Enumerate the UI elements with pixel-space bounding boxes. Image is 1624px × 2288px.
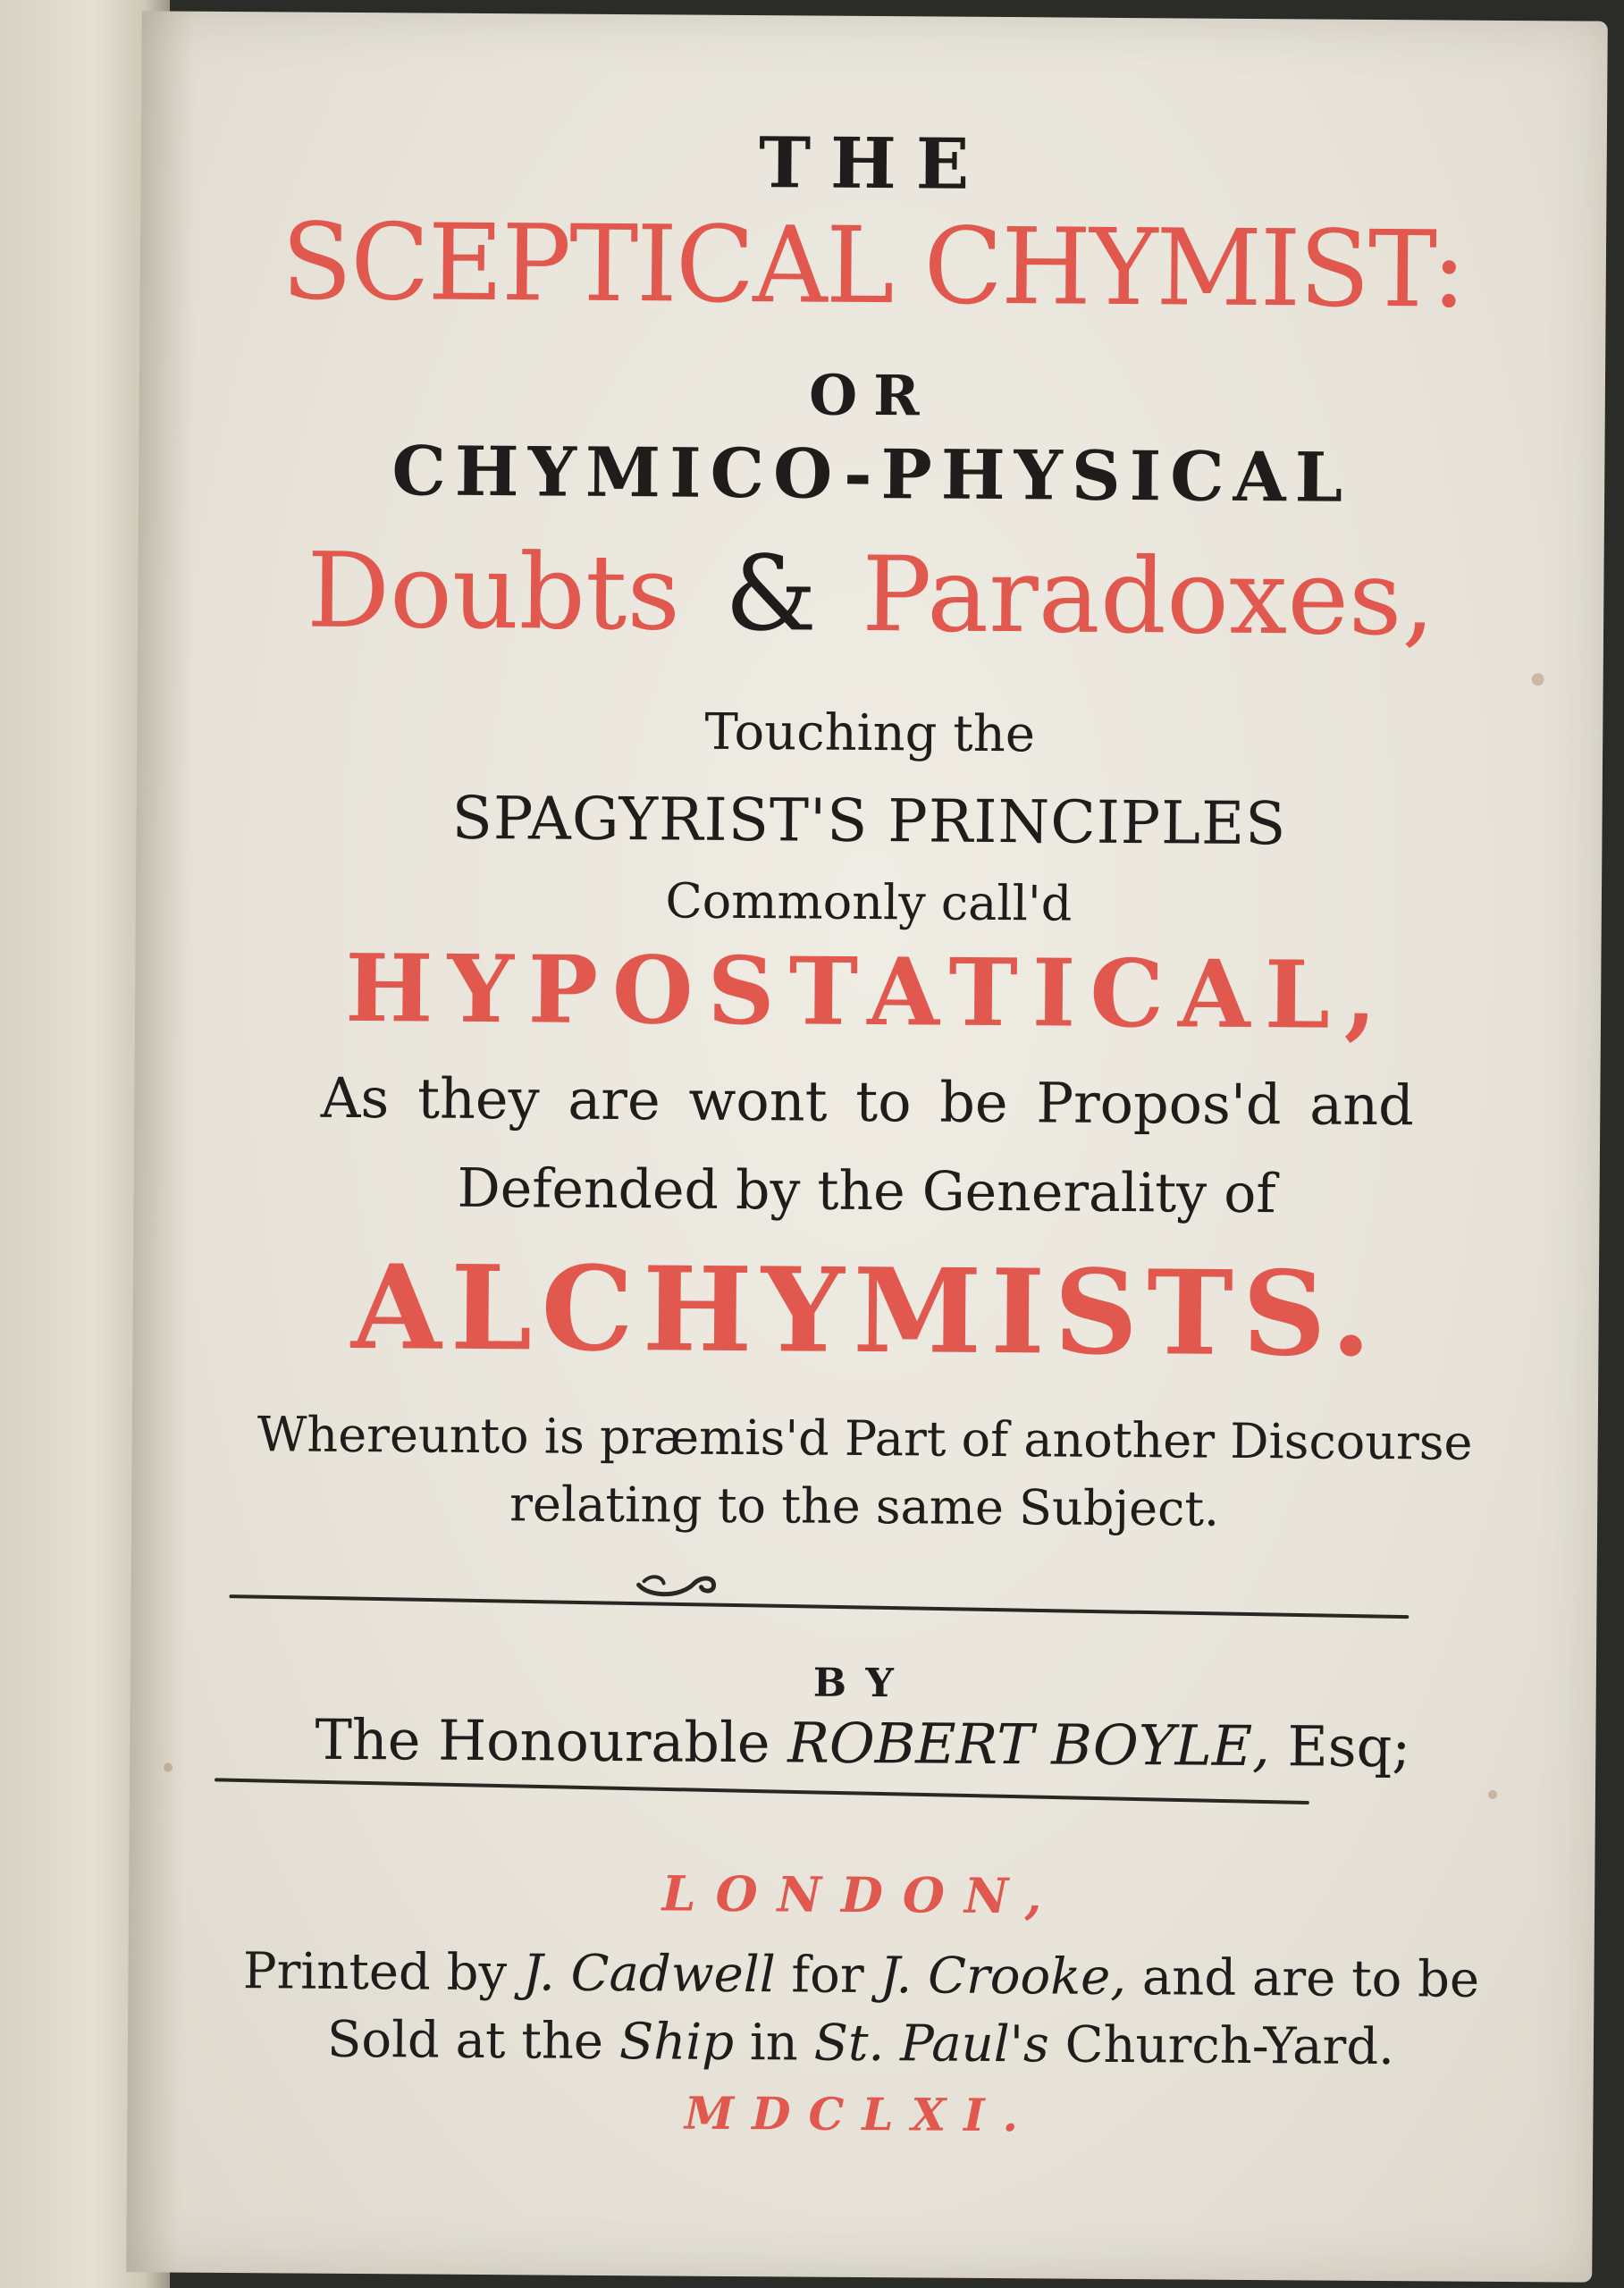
church-name: St. Paul's <box>813 2014 1050 2074</box>
imprint-city: LONDON, <box>661 1864 1062 1925</box>
line-touching: Touching the <box>704 702 1036 764</box>
author-prefix: The Honourable <box>315 1706 770 1776</box>
printed-prefix: Printed by <box>242 1942 508 2003</box>
title-or: OR <box>808 362 936 429</box>
main-title: SCEPTICAL CHYMIST: <box>281 199 1466 332</box>
sign-ship: Ship <box>618 2013 735 2072</box>
word-doubts: Doubts <box>306 530 681 654</box>
word-paradoxes: Paradoxes, <box>861 534 1435 660</box>
imprint-printed <box>128 1941 1594 2009</box>
title-the: THE <box>758 122 989 206</box>
foxing-spot <box>1488 1790 1497 1799</box>
ornament-flourish-icon <box>631 1565 720 1602</box>
line-whereunto: Whereunto is præmis'd Part of another Discourse <box>257 1406 1473 1471</box>
line-alchymists: ALCHYMISTS. <box>350 1238 1381 1384</box>
title-page <box>126 11 1608 2282</box>
rule-top <box>229 1594 1409 1619</box>
sold-in: in <box>749 2014 799 2073</box>
subtitle-chymico-physical: CHYMICO-PHYSICAL <box>391 431 1352 517</box>
printed-suffix: and are to be <box>1141 1948 1480 2009</box>
sold-suffix: Church-Yard. <box>1064 2015 1395 2077</box>
line-commonly: Commonly call'd <box>665 872 1073 932</box>
printer-name: J. Cadwell <box>522 1944 776 2005</box>
ampersand: & <box>724 533 818 655</box>
printed-for: for <box>791 1946 864 2005</box>
subtitle-doubts-paradoxes <box>138 529 1604 660</box>
sold-prefix: Sold at the <box>326 2010 604 2071</box>
line-author <box>130 1705 1595 1780</box>
author-suffix: Esq; <box>1287 1713 1411 1780</box>
line-hypostatical: HYPOSTATICAL, <box>344 932 1392 1051</box>
line-as-they: As they are wont to be Propos'd and <box>320 1064 1415 1139</box>
line-spagyrist: SPAGYRIST'S PRINCIPLES <box>451 783 1287 859</box>
line-relating: relating to the same Subject. <box>509 1476 1220 1537</box>
line-by: BY <box>812 1660 913 1707</box>
bookseller-name: J. Crooke, <box>879 1947 1127 2007</box>
foxing-spot <box>1532 673 1544 686</box>
imprint-date: MDCLXI. <box>684 2086 1037 2142</box>
line-defended: Defended by the Generality of <box>457 1157 1276 1226</box>
imprint-sold <box>128 2009 1594 2077</box>
author-name: ROBERT BOYLE, <box>787 1710 1271 1779</box>
rule-bottom <box>215 1778 1309 1804</box>
